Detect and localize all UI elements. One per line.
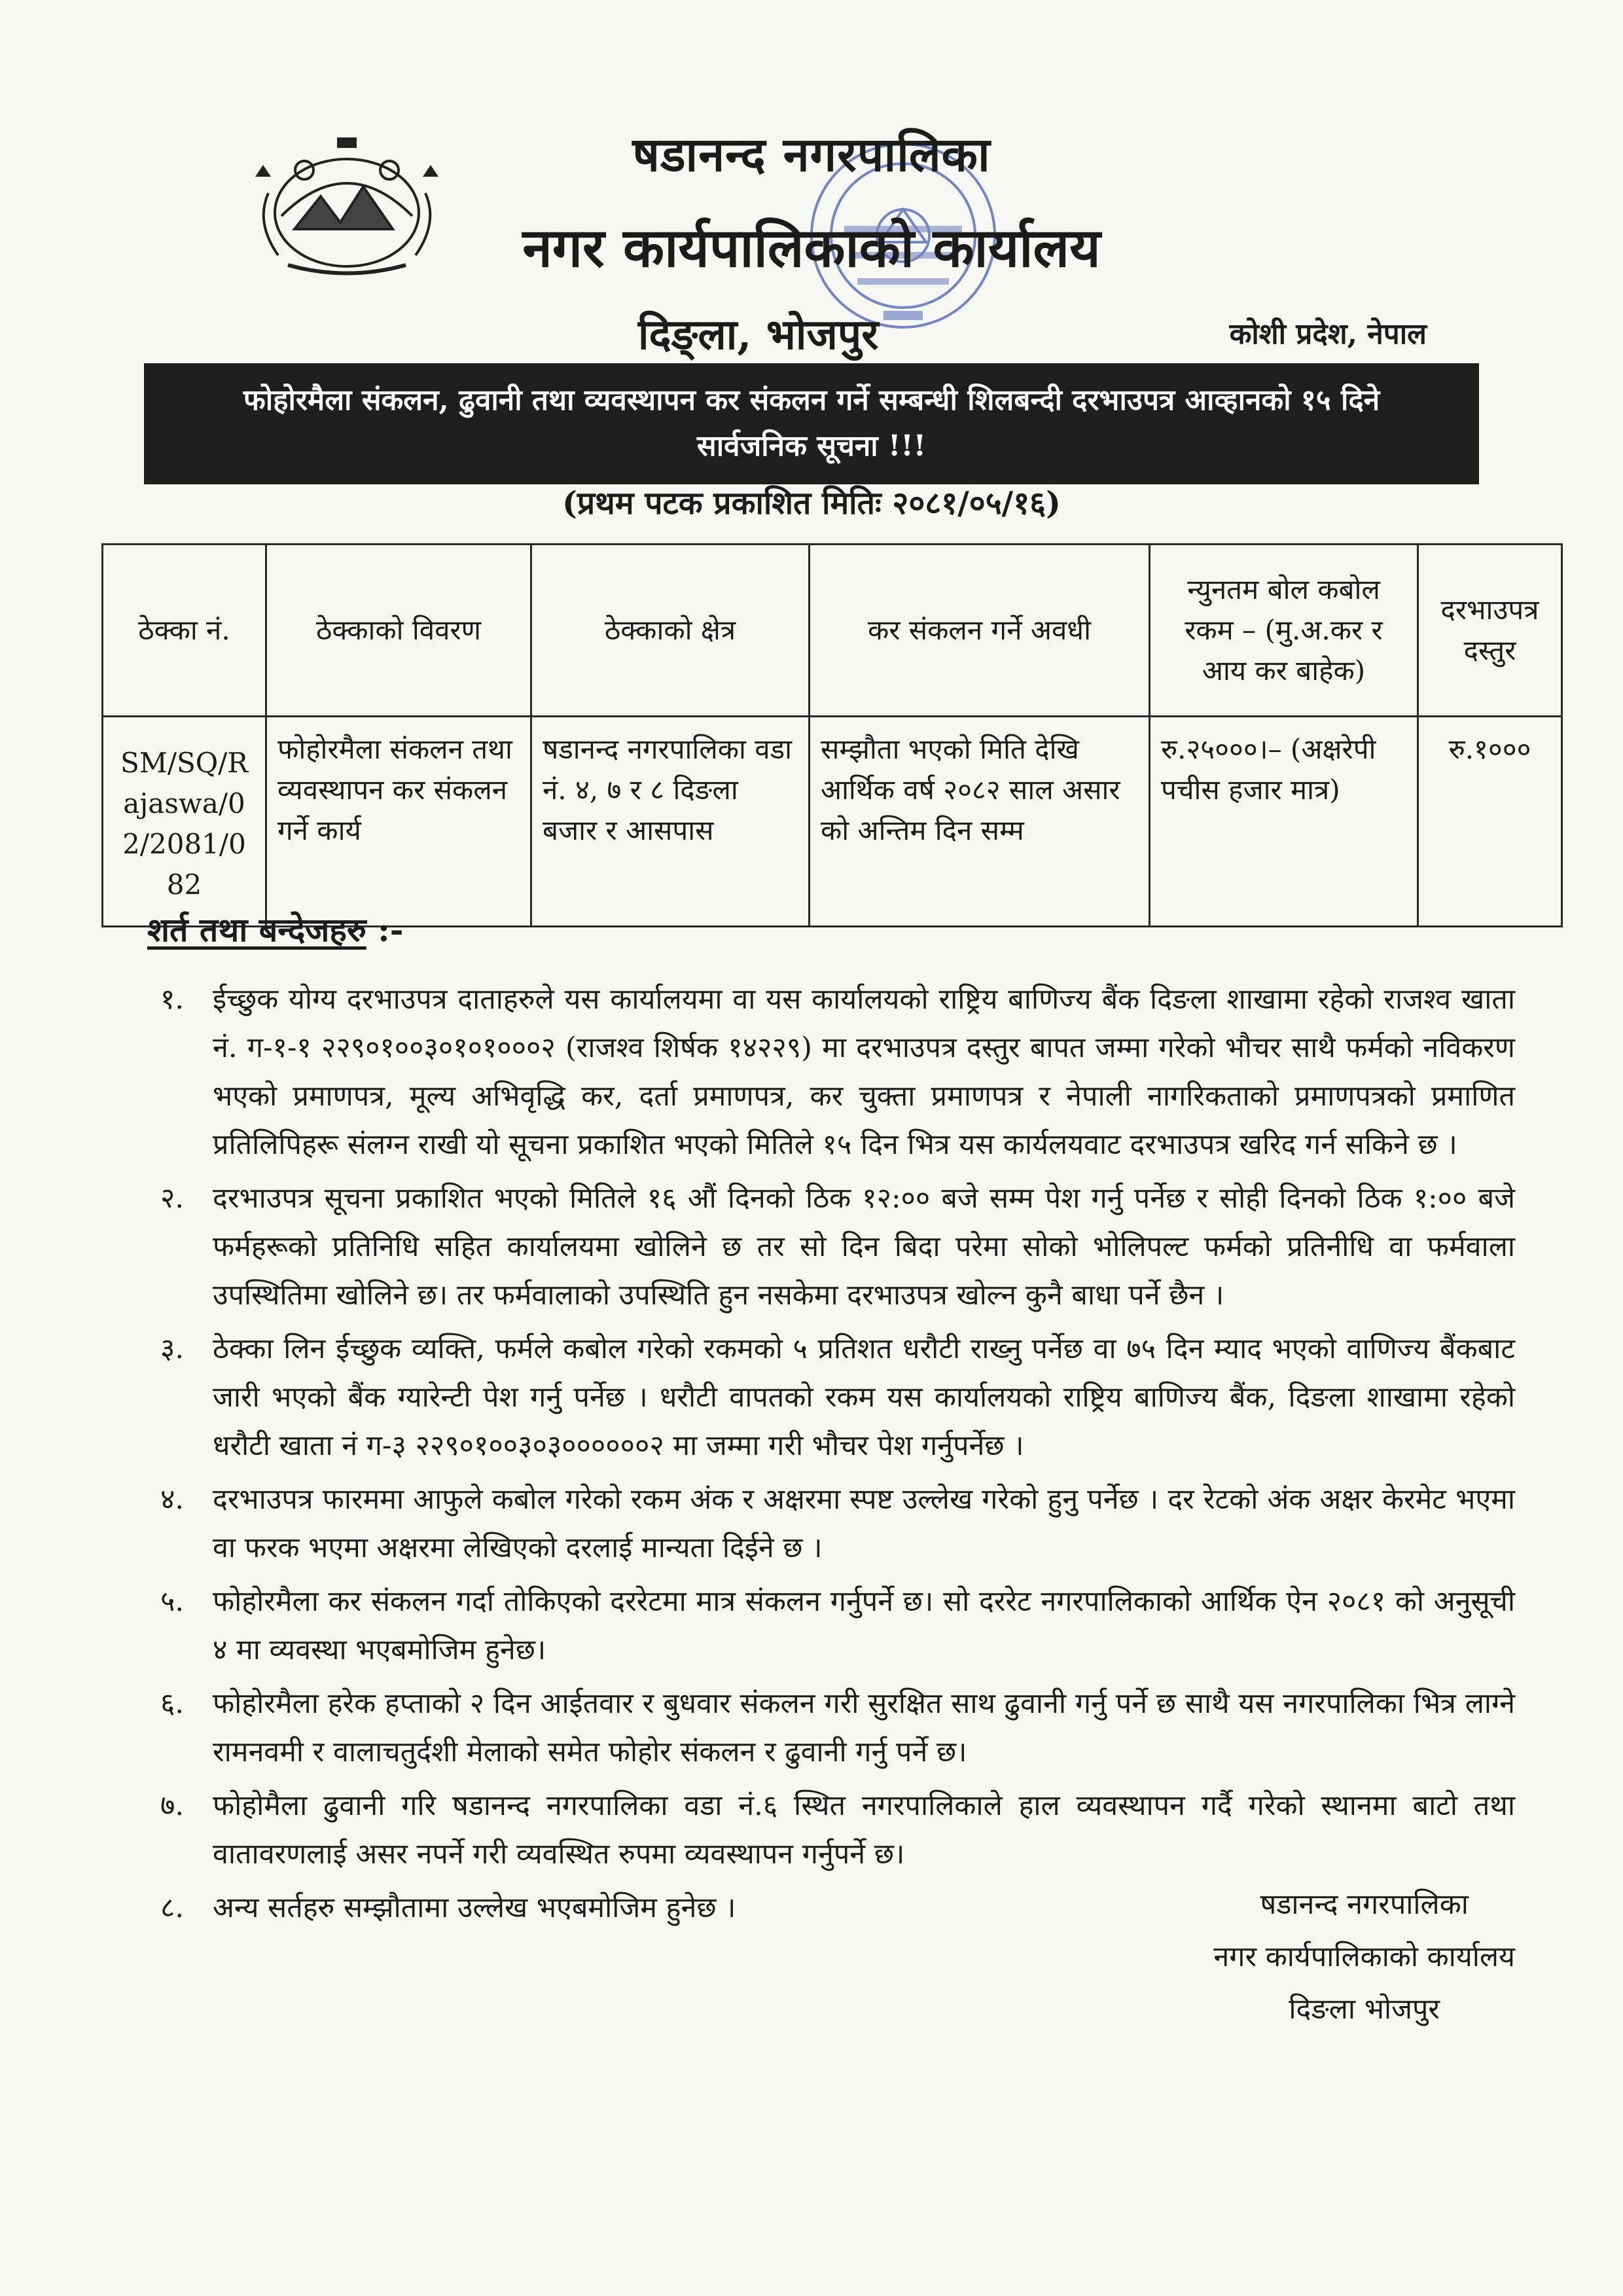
cell-min-bid: रु.२५०००।– (अक्षरेपी पचीस हजार मात्र)	[1150, 717, 1418, 927]
contract-table	[101, 543, 1563, 927]
notice-title-line-2: सार्वजनिक सूचना !!!	[697, 429, 926, 463]
item-text: दरभाउपत्र फारममा आफुले कबोल गरेको रकम अंक र अक्षरमा स्पष्ट उल्लेख गरेको हुनु पर्नेछ । दर रेटको अंक अक्षर केरमेट भएमा वा फरक भएमा अक्षरमा लेखिएको दरलाई मान्यता दिईने छ ।	[213, 1483, 1515, 1564]
list-item	[160, 1679, 1515, 1776]
conditions-heading-text: शर्त तथा बन्देजहरु	[147, 910, 366, 949]
signature-line-2: नगर कार्यपालिकाको कार्यालय	[1213, 1941, 1515, 1973]
list-item	[160, 975, 1515, 1169]
publication-date: (प्रथम पटक प्रकाशित मितिः २०८१/०५/१६)	[562, 485, 1061, 522]
list-item	[160, 1577, 1515, 1674]
item-number: ५.	[160, 1585, 185, 1618]
notice-title-line-1: फोहोरमैला संकलन, ढुवानी तथा व्यवस्थापन कर संकलन गर्ने सम्बन्धी शिलबन्दी दरभाउपत्र आव्हानको १५ दिने	[243, 384, 1380, 417]
cell-fee: रु.१०००	[1418, 717, 1562, 927]
cell-description: फोहोरमैला संकलन तथा व्यवस्थापन कर संकलन गर्ने कार्य	[266, 717, 531, 927]
item-number: ८.	[160, 1892, 185, 1924]
item-number: ७.	[160, 1789, 185, 1822]
item-text: फोहोरमैला कर संकलन गर्दा तोकिएको दररेटमा मात्र संकलन गर्नुपर्ने छ। सो दररेट नगरपालिकाको आर्थिक ऐन २०८१ को अनुसूची ४ मा व्यवस्था भएबमोजिम हुनेछ।	[213, 1585, 1515, 1666]
item-text: फोहोमैला ढुवानी गरि षडानन्द नगरपालिका वडा नं.६ स्थित नगरपालिकाले हाल व्यवस्थापन गर्दै गरेको स्थानमा बाटो तथा वातावरणलाई असर नपर्ने गरी व्यवस्थित रुपमा व्यवस्थापन गर्नुपर्ने छ।	[213, 1789, 1515, 1871]
item-text: दरभाउपत्र सूचना प्रकाशित भएको मितिले १६ औं दिनको ठिक १२:०० बजे सम्म पेश गर्नु पर्नेछ र सोही दिनको ठिक १:०० बजे फर्महरूको प्रतिनिधि सहित कार्यालयमा खोलिने छ तर सो दिन बिदा परेमा सोको भोलिपल्ट फर्मको प्रतिनीधि वा फर्मवाला उपस्थितिमा खोलिने छ। तर फर्मवालाको उपस्थिति हुन नसकेमा दरभाउपत्र खोल्न कुनै बाधा पर्ने छैन ।	[213, 1182, 1515, 1312]
cell-area: षडानन्द नगरपालिका वडा नं. ४, ७ र ८ दिङला बजार र आसपास	[531, 717, 810, 927]
header-description: ठेक्काको विवरण	[266, 545, 531, 717]
list-item	[160, 1325, 1515, 1470]
item-text: ठेक्का लिन ईच्छुक व्यक्ति, फर्मले कबोल गरेको रकमको ५ प्रतिशत धरौटी राख्नु पर्नेछ वा ७५ दिन म्याद भएको वाणिज्य बैंकबाट जारी भएको बैंक ग्यारेन्टी पेश गर्नु पर्नेछ । धरौटी वापतको रकम यस कार्यालयको राष्ट्रिय बाणिज्य बैंक, दिङला शाखामा रहेको धरौटी खाता नं ग-३ २२९०१००३०३००००००२ मा जम्मा गरी भौचर पेश गर्नुपर्नेछ ।	[213, 1333, 1515, 1462]
item-number: ४.	[160, 1483, 185, 1516]
header-area: ठेक्काको क्षेत्र	[531, 545, 810, 717]
notice-title-banner	[144, 363, 1479, 484]
signature-block	[1213, 1878, 1515, 2036]
header-contract-no: ठेक्का नं.	[103, 545, 266, 717]
cell-contract-no: SM/SQ/Rajaswa/02/2081/082	[103, 717, 266, 927]
conditions-list	[160, 975, 1515, 1937]
item-text: फोहोरमैला हरेक हप्ताको २ दिन आईतवार र बुधवार संकलन गरी सुरक्षित साथ ढुवानी गर्नु पर्ने छ साथै यस नगरपालिका भित्र लाग्ने रामनवमी र वालाचतुर्दशी मेलाको समेत फोहोर संकलन र ढुवानी गर्नु पर्ने छ।	[213, 1687, 1515, 1768]
header-period: कर संकलन गर्ने अवधी	[810, 545, 1150, 717]
item-text: ईच्छुक योग्य दरभाउपत्र दाताहरुले यस कार्यालयमा वा यस कार्यालयको राष्ट्रिय बाणिज्य बैंक दिङला शाखामा रहेको राजश्व खाता नं. ग-१-१ २२९०१००३०१०१०००२ (राजश्व शिर्षक १४२२९) मा दरभाउपत्र दस्तुर बापत जम्मा गरेको भौचर साथै फर्मको नविकरण भएको प्रमाणपत्र, मूल्य अभिवृद्धि कर, दर्ता प्रमाणपत्र, कर चुक्ता प्रमाणपत्र र नेपाली नागरिकताको प्रमाणपत्रको प्रमाणित प्रतिलिपिहरू संलग्न राखी यो सूचना प्रकाशित भएको मितिले १५ दिन भित्र यस कार्यलयवाट दरभाउपत्र खरिद गर्न सकिने छ ।	[213, 983, 1515, 1161]
office-location: दिङ्ला, भोजपुर	[638, 310, 879, 359]
signature-line-3: दिङला भोजपुर	[1289, 1993, 1440, 2026]
header-fee: दरभाउपत्र दस्तुर	[1418, 545, 1562, 717]
item-text: अन्य सर्तहरु सम्झौतामा उल्लेख भएबमोजिम हुनेछ ।	[213, 1892, 736, 1924]
list-item	[160, 1475, 1515, 1572]
org-name: षडानन्द नगरपालिका	[632, 126, 991, 182]
signature-line-1: षडानन्द नगरपालिका	[1260, 1888, 1469, 1921]
table-row	[103, 717, 1562, 927]
office-name: नगर कार्यपालिकाको कार्यालय	[522, 217, 1101, 279]
conditions-heading-suffix: :-	[366, 910, 404, 949]
header-min-bid: न्युनतम बोल कबोल रकम – (मु.अ.कर र आय कर बाहेक)	[1150, 545, 1418, 717]
conditions-heading	[147, 906, 403, 951]
list-item	[160, 1782, 1515, 1878]
item-number: ६.	[160, 1687, 185, 1720]
list-item	[160, 1174, 1515, 1319]
item-number: ३.	[160, 1333, 185, 1365]
item-number: २.	[160, 1182, 185, 1215]
item-number: १.	[160, 983, 185, 1016]
table-header-row	[103, 545, 1562, 717]
cell-period: सम्झौता भएको मिति देखि आर्थिक वर्ष २०८२ साल असार को अन्तिम दिन सम्म	[810, 717, 1150, 927]
province-label: कोशी प्रदेश, नेपाल	[1229, 317, 1427, 351]
